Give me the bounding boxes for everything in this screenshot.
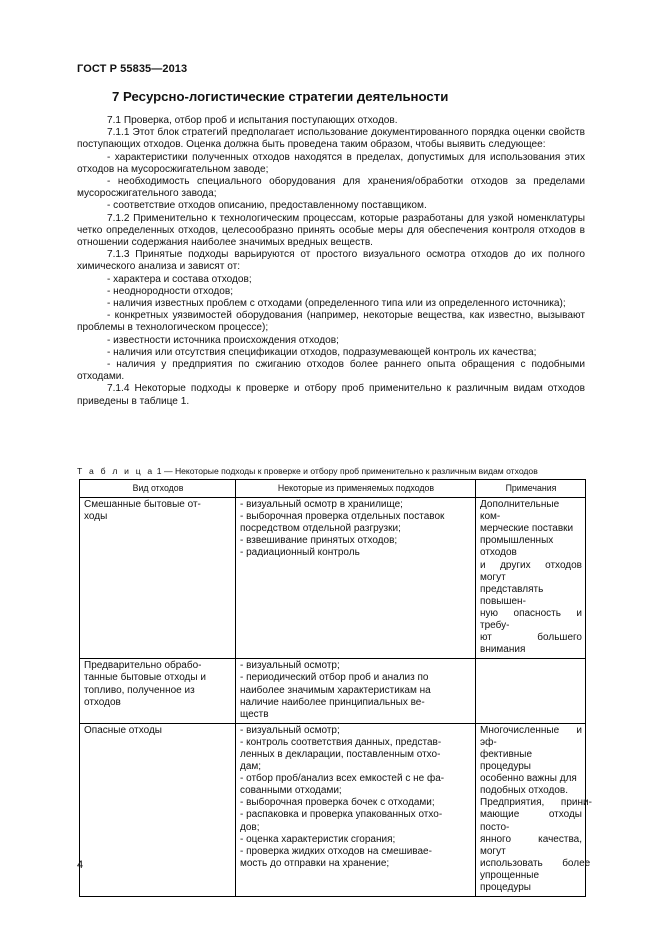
list-item: - конкретных уязвимостей оборудования (например, некоторые вещества, как известно, вызывают проблемы в технологическом процессе); [77,310,585,334]
paragraph-7-1-3: 7.1.3 Принятые подходы варьируются от простого визуального осмотра отходов до их полного химического анализа и зависят от: [77,249,585,273]
cell-line: - взвешивание принятых отходов; [240,535,398,547]
cell-line: использовать более [480,857,591,869]
cell-line: - выборочная проверка отдельных поставок [240,511,445,523]
table-caption [77,466,538,476]
paragraph-7-1: 7.1 Проверка, отбор проб и испытания поступающих отходов. [107,115,398,126]
list-item: - характера и состава отходов; [107,273,252,285]
waste-type-cell [80,723,236,896]
column-header-notes: Примечания [476,480,586,498]
cell-line: - визуальный осмотр; [240,724,340,736]
cell-line: посредством отдельной разгрузки; [240,523,401,535]
cell-line: - периодический отбор проб и анализ по [240,672,429,684]
cell-line: - отбор проб/анализ всех емкостей с не фа- [240,773,445,785]
paragraph-7-1-4: 7.1.4 Некоторые подходы к проверке и отбору проб применительно к различным видам отходов приведены в таблице 1. [77,383,585,407]
paragraph-7-1-1: 7.1.1 Этот блок стратегий предполагает использование документированного порядка оценки свойств поступающих отходов. Оценка должна быть проведена таким образом, чтобы выявить следующее: [77,127,585,151]
notes-cell [476,498,586,659]
cell-line: Смешанные бытовые от- [84,499,201,511]
page-number: 4 [77,859,84,871]
cell-line: - проверка жидких отходов на смешивае- [240,845,432,857]
cell-line: мость до отправки на хранение; [240,857,390,869]
cell-line: танные бытовые отходы и [84,672,206,684]
cell-line: Предприятия, прини- [480,797,592,809]
list-item: - наличия известных проблем с отходами (определенного типа или из определенного источника); [107,298,566,310]
cell-line: Предварительно обрабо- [84,660,202,672]
cell-line: - выборочная проверка бочек с отходами; [240,797,435,809]
cell-line: - оценка характеристик сгорания; [240,833,396,845]
waste-type-cell [80,498,236,659]
cell-line: Многочисленные и эф- [480,724,582,748]
cell-line: отходов [84,696,121,708]
cell-line: мающие отходы посто- [480,809,582,833]
cell-line: Опасные отходы [84,724,162,736]
notes-cell [476,659,586,723]
cell-line: фективные процедуры [480,748,533,773]
list-item: - соответствие отходов описанию, предоставленному поставщиком. [107,200,427,212]
approaches-cell [236,498,476,659]
table-caption-text: 1 — Некоторые подходы к проверке и отбору проб применительно к различным видам отходов [154,466,538,476]
approaches-cell [236,659,476,723]
waste-type-cell [80,659,236,723]
table-header-row [80,480,586,498]
cell-line: ную опасность и требу- [480,607,582,632]
cell-line: дов; [240,821,260,833]
list-item: - известности источника происхождения отходов; [107,334,339,346]
cell-line: мерческие поставки [480,523,574,535]
cell-line: ходы [84,511,108,523]
cell-line: - контроль соответствия данных, представ- [240,736,442,748]
cell-line: упрощенные процедуры [480,869,540,893]
list-item: - необходимость специального оборудования для хранения/обработки отходов за пределами мусоросжигательного завода; [77,176,585,200]
cell-line: - радиационный контроль [240,547,360,559]
cell-line: промышленных отходов [480,535,554,559]
cell-line: - визуальный осмотр; [240,660,340,672]
body-text [77,115,585,408]
standard-header: ГОСТ Р 55835—2013 [77,63,188,75]
cell-line: ществ [240,708,269,720]
cell-line: - распаковка и проверка упакованных отхо- [240,809,443,821]
cell-line: наиболее значимым характеристикам на [240,684,431,696]
table-caption-label: Т а б л и ц а [77,466,155,476]
cell-line: ленных в декларации, поставленным отхо- [240,748,441,760]
cell-line: топливо, полученное из [84,684,195,696]
cell-line: ют большего внимания [480,632,582,656]
cell-line: подобных отходов. [480,785,569,797]
table-row [80,659,586,723]
cell-line: и других отходов могут [480,559,582,583]
cell-line: янного качества, могут [480,833,582,857]
cell-line: дам; [240,761,262,773]
section-heading: 7 Ресурсно-логистические стратегии деятельности [112,89,449,104]
cell-line: представлять повышен- [480,583,544,607]
list-item: - наличия или отсутствия спецификации отходов, подразумевающей контроль их качества; [107,346,537,358]
approaches-cell [236,723,476,896]
column-header-waste-type: Вид отходов [80,480,236,498]
column-header-approaches: Некоторые из применяемых подходов [236,480,476,498]
list-item: - наличия у предприятия по сжиганию отходов более раннего опыта обращения с подобными отходами. [77,359,585,383]
paragraph-7-1-2: 7.1.2 Применительно к технологическим процессам, которые разработаны для узкой номенклатуры четко определенных отходов, целесообразно принять особые меры для обеспечения контроля отходов в отношении содержания наиболее значимых вредных веществ. [77,212,585,249]
cell-line: сованными отходами; [240,785,342,797]
list-item: - характеристики полученных отходов находятся в пределах, допустимых для использования этих отходов на мусоросжигательном заводе; [77,151,585,175]
cell-line: особенно важны для [480,773,577,785]
cell-line: наличие наиболее принципиальных ве- [240,696,425,708]
table-row [80,723,586,896]
list-item: - неоднородности отходов; [107,285,234,297]
cell-line: - визуальный осмотр в хранилище; [240,499,403,511]
table-row [80,498,586,659]
notes-cell [476,723,592,896]
approaches-table [79,479,592,897]
cell-line: Дополнительные ком- [480,499,560,523]
